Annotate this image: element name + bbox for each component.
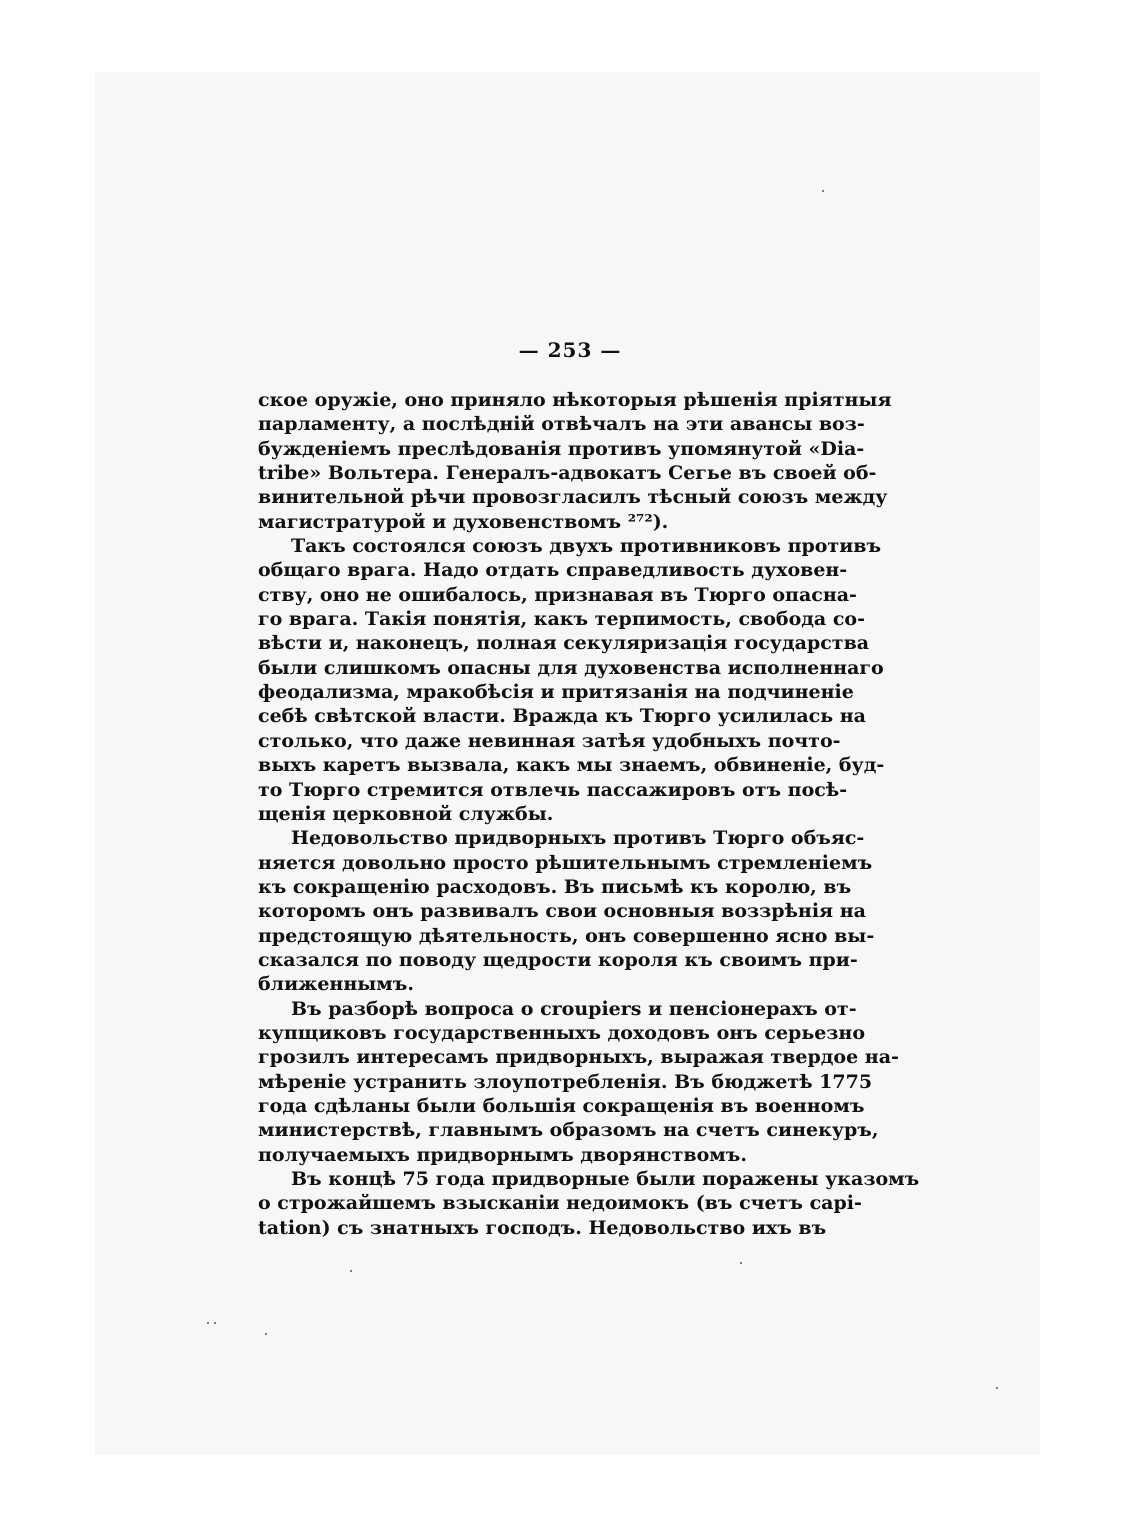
scan-speck	[822, 190, 824, 192]
scan-speck	[214, 1322, 216, 1324]
text-line: министерствѣ, главнымъ образомъ на счетъ синекуръ,	[258, 1119, 879, 1142]
scan-speck	[996, 1387, 998, 1389]
text-line: выхъ каретъ вызвала, какъ мы знаемъ, обвиненіе, буд-	[258, 754, 885, 777]
text-line: предстоящую дѣятельность, онъ совершенно ясно вы-	[258, 924, 875, 947]
text-line: были слишкомъ опасны для духовенства исполненнаго	[258, 656, 884, 679]
text-line: общаго врага. Надо отдать справедливость духовен-	[258, 559, 848, 582]
text-line: парламенту, а послѣдній отвѣчалъ на эти авансы воз-	[258, 413, 865, 436]
body-text	[258, 388, 920, 1240]
paragraph-first-line: Въ концѣ 75 года придворные были поражены указомъ	[291, 1168, 920, 1190]
text-line: то Тюрго стремится отвлечь пассажировъ отъ посѣ-	[258, 778, 848, 801]
text-line: ближеннымъ.	[258, 973, 414, 996]
text-line: tribe» Вольтера. Генералъ-адвокатъ Сегье въ своей об-	[258, 462, 877, 485]
text-line: щенія церковной службы.	[258, 802, 554, 825]
text-line: вѣсти и, наконецъ, полная секуляризація государства	[258, 632, 870, 655]
paragraph-first-line: Въ разборѣ вопроса о croupiers и пенсіонерахъ от-	[291, 997, 857, 1020]
text-line: няется довольно просто рѣшительнымъ стремленіемъ	[258, 851, 873, 874]
text-line: ское оружіе, оно приняло нѣкоторыя рѣшенія пріятныя	[258, 389, 892, 411]
text-line: года сдѣланы были большія сокращенія въ военномъ	[258, 1094, 865, 1117]
text-line: го врага. Такія понятія, какъ терпимость, свобода со-	[258, 608, 865, 631]
text-line: получаемыхъ придворнымъ дворянствомъ.	[258, 1143, 747, 1166]
text-line: столько, что даже невинная затѣя удобныхъ почто-	[258, 729, 841, 752]
text-line: мѣреніе устранить злоупотребленія. Въ бюджетѣ 1775	[258, 1070, 873, 1093]
text-line: грозилъ интересамъ придворныхъ, выражая твердое на-	[258, 1046, 899, 1069]
text-line: бужденіемъ преслѣдованія противъ упомянутой «Dia-	[258, 437, 865, 460]
paragraph-first-line: Недовольство придворныхъ противъ Тюрго объяс-	[291, 827, 865, 850]
text-line: tation) съ знатныхъ господъ. Недовольство ихъ въ	[258, 1216, 827, 1239]
text-line: сказался по поводу щедрости короля къ своимъ при-	[258, 948, 858, 971]
text-line: о строжайшемъ взысканіи недоимокъ (въ счетъ capi-	[258, 1192, 862, 1215]
text-line: себѣ свѣтской власти. Вражда къ Тюрго усилилась на	[258, 705, 866, 728]
text-line: винительной рѣчи провозгласилъ тѣсный союзъ между	[258, 486, 888, 509]
text-line: купщиковъ государственныхъ доходовъ онъ серьезно	[258, 1021, 866, 1044]
text-line: ству, оно не ошибалось, признавая въ Тюрго опасна-	[258, 583, 857, 606]
page-number: — 253 —	[518, 338, 622, 362]
text-line: которомъ онъ развивалъ свои основныя воззрѣнія на	[258, 900, 866, 923]
scan-speck	[265, 1333, 267, 1335]
text-line: феодализма, мракобѣсія и притязанія на подчиненіе	[258, 681, 854, 704]
text-line: къ сокращенію расходовъ. Въ письмѣ къ королю, въ	[258, 875, 852, 898]
text-line: магистратурой и духовенствомъ ²⁷²).	[258, 510, 669, 533]
scan-speck	[350, 1270, 352, 1272]
paragraph-first-line: Такъ состоялся союзъ двухъ противниковъ противъ	[291, 535, 882, 558]
scan-speck	[207, 1322, 209, 1324]
scan-speck	[740, 1262, 742, 1264]
